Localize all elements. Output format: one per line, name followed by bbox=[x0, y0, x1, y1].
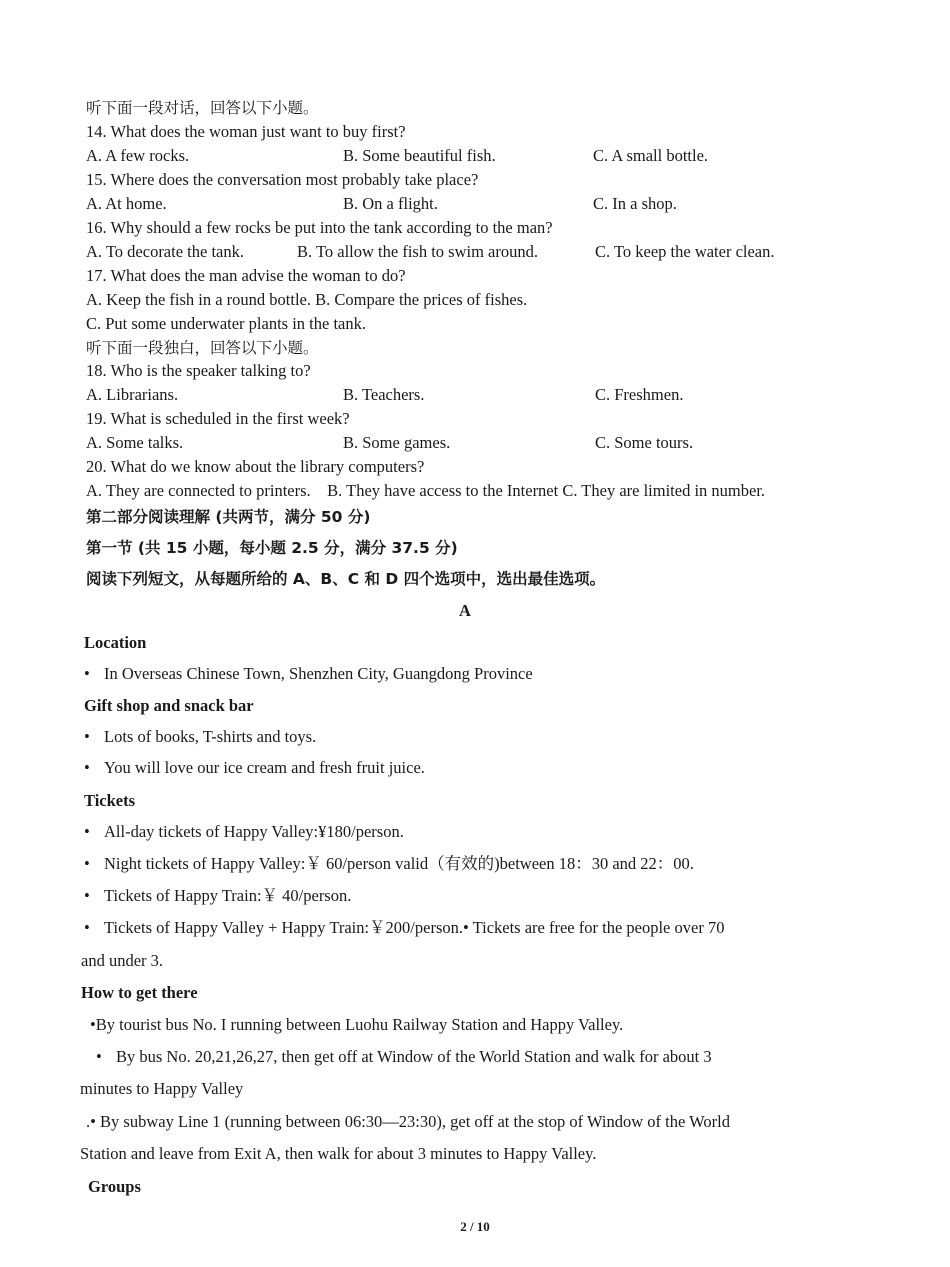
passage-label: A bbox=[459, 601, 471, 620]
how-item-2-cont: minutes to Happy Valley bbox=[80, 1079, 244, 1098]
ticket-item bbox=[84, 853, 694, 875]
bullet: • bbox=[84, 886, 90, 905]
section1-title: 第一节 (共 15 小题，每小题 2.5 分，满分 37.5 分) bbox=[86, 539, 458, 557]
ticket-text: Night tickets of Happy Valley:￥ 60/person valid（有效的)between 18：30 and 22：00. bbox=[104, 854, 694, 873]
q14-option-b: B. Some beautiful fish. bbox=[343, 146, 496, 165]
question-18: 18. Who is the speaker talking to? bbox=[86, 361, 311, 380]
how-text: By bus No. 20,21,26,27, then get off at Window of the World Station and walk for about 3 bbox=[116, 1047, 712, 1066]
ticket-continuation: and under 3. bbox=[81, 951, 164, 970]
bullet: • bbox=[84, 822, 90, 841]
gift-heading: Gift shop and snack bar bbox=[84, 696, 254, 715]
q18-option-a: A. Librarians. bbox=[86, 385, 179, 404]
ticket-item bbox=[84, 917, 724, 939]
q16-option-a: A. To decorate the tank. bbox=[86, 242, 244, 261]
bullet: • bbox=[84, 854, 90, 873]
question-14: 14. What does the woman just want to buy first? bbox=[86, 122, 406, 141]
ticket-item bbox=[84, 821, 404, 843]
bullet: • bbox=[96, 1047, 102, 1066]
q19-option-c: C. Some tours. bbox=[595, 433, 694, 452]
tickets-heading: Tickets bbox=[84, 791, 136, 810]
location-text: In Overseas Chinese Town, Shenzhen City, Guangdong Province bbox=[104, 664, 533, 683]
how-item-3: .• By subway Line 1 (running between 06:30—23:30), get off at the stop of Window of the World bbox=[86, 1112, 730, 1131]
ticket-text: Tickets of Happy Valley + Happy Train:￥200/person.• Tickets are free for the people over 70 bbox=[104, 918, 725, 937]
q16-option-c: C. To keep the water clean. bbox=[595, 242, 775, 261]
q14-option-c: C. A small bottle. bbox=[593, 146, 709, 165]
question-17: 17. What does the man advise the woman to do? bbox=[86, 266, 406, 285]
q17-option-c: C. Put some underwater plants in the tank. bbox=[86, 314, 366, 333]
q19-option-b: B. Some games. bbox=[343, 433, 451, 452]
how-item-3-cont: Station and leave from Exit A, then walk for about 3 minutes to Happy Valley. bbox=[80, 1144, 597, 1163]
question-19: 19. What is scheduled in the first week? bbox=[86, 409, 350, 428]
groups-heading: Groups bbox=[88, 1177, 141, 1196]
page-number: 2 / 10 bbox=[460, 1219, 490, 1234]
q18-option-b: B. Teachers. bbox=[343, 385, 425, 404]
bullet: • bbox=[84, 664, 90, 683]
ticket-text: Tickets of Happy Train:￥ 40/person. bbox=[104, 886, 352, 905]
location-heading: Location bbox=[84, 633, 147, 652]
location-item bbox=[84, 663, 533, 685]
monologue-intro: 听下面一段独白，回答以下小题。 bbox=[86, 339, 319, 357]
q16-option-b: B. To allow the fish to swim around. bbox=[297, 242, 538, 261]
reading-instruction: 阅读下列短文，从每题所给的 A、B、C 和 D 四个选项中，选出最佳选项。 bbox=[86, 570, 606, 588]
gift-item bbox=[84, 757, 425, 779]
gift-text: You will love our ice cream and fresh fruit juice. bbox=[104, 758, 425, 777]
q15-option-a: A. At home. bbox=[86, 194, 167, 213]
part2-title: 第二部分阅读理解 (共两节，满分 50 分) bbox=[86, 508, 371, 526]
q17-options-ab: A. Keep the fish in a round bottle. B. Compare the prices of fishes. bbox=[86, 290, 528, 309]
q15-option-c: C. In a shop. bbox=[593, 194, 677, 213]
how-heading: How to get there bbox=[81, 983, 198, 1002]
question-20: 20. What do we know about the library computers? bbox=[86, 457, 425, 476]
bullet: • bbox=[84, 727, 90, 746]
bullet: • bbox=[84, 758, 90, 777]
bullet: • bbox=[84, 918, 90, 937]
ticket-item bbox=[84, 885, 351, 907]
dialogue-intro: 听下面一段对话，回答以下小题。 bbox=[86, 99, 319, 117]
q14-option-a: A. A few rocks. bbox=[86, 146, 190, 165]
gift-text: Lots of books, T-shirts and toys. bbox=[104, 727, 317, 746]
gift-item bbox=[84, 726, 316, 748]
how-item-2 bbox=[96, 1046, 712, 1068]
question-16: 16. Why should a few rocks be put into the tank according to the man? bbox=[86, 218, 553, 237]
q19-option-a: A. Some talks. bbox=[86, 433, 184, 452]
q15-option-b: B. On a flight. bbox=[343, 194, 438, 213]
ticket-text: All-day tickets of Happy Valley:¥180/person. bbox=[104, 822, 404, 841]
question-15: 15. Where does the conversation most probably take place? bbox=[86, 170, 479, 189]
q18-option-c: C. Freshmen. bbox=[595, 385, 684, 404]
q20-options: A. They are connected to printers. B. They have access to the Internet C. They are limited in number. bbox=[86, 481, 766, 500]
how-item-1: •By tourist bus No. I running between Luohu Railway Station and Happy Valley. bbox=[90, 1015, 624, 1034]
